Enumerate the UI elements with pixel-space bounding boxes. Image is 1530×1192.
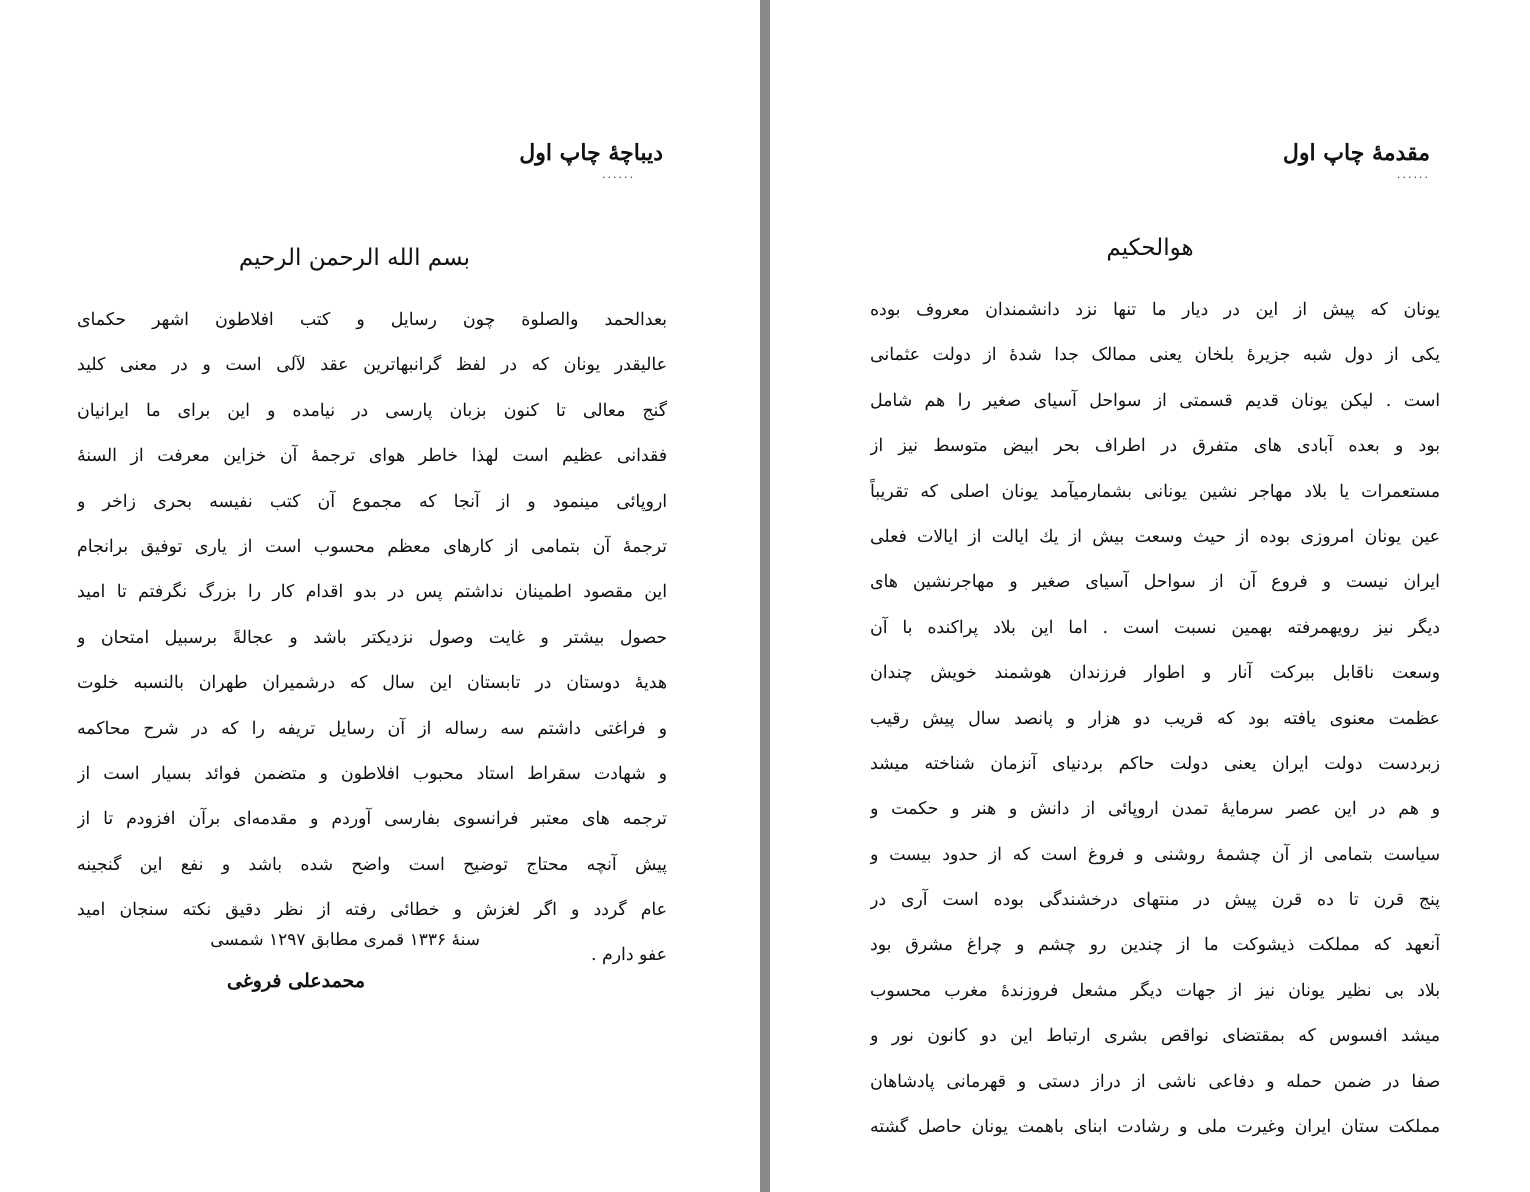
text-line: و هم در این عصر سرمایهٔ تمدن اروپائی از دانش و هنر و حکمت و xyxy=(870,799,1440,820)
text-line: آنعهد که مملکت ذیشوکت ما از چندین رو چشم و چراغ مشرق بود xyxy=(870,935,1440,956)
text-line: عفو دارم . xyxy=(590,945,667,966)
page-title: مقدمهٔ چاپ اول xyxy=(1282,140,1430,166)
text-line: مستعمرات یا بلاد مهاجر نشین یونانی بشمارمیآمد یونان اصلی که تقریباً xyxy=(870,481,1440,502)
text-line: عام گردد و اگر لغزش و خطائی رفته از نظر دقیق نکته سنجان امید xyxy=(77,900,667,921)
text-line: این مقصود اطمینان نداشتم پس در بدو اقدام کار را بزرگ نگرفتم تا امید xyxy=(77,582,667,603)
page-title: دیباچهٔ چاپ اول xyxy=(519,140,663,166)
preface-text xyxy=(77,298,667,979)
text-line: و فراغتی داشتم سه رساله از آن رسایل تریفه را که در شرح محاکمه xyxy=(77,718,667,739)
text-line: هدیهٔ دوستان در تابستان این سال که درشمیران طهران بالنسبه خلوت xyxy=(77,673,667,694)
text-line: یکی از دول شبه جزیرهٔ بلخان یعنی ممالک جدا شدهٔ از دولت عثمانی xyxy=(870,345,1440,366)
introduction-text xyxy=(870,288,1440,1150)
title-underline-dots: ...... xyxy=(602,168,635,181)
text-line: مملکت ستان ایران وغیرت ملی و رشادت ابنای باهمت یونان حاصل گشته xyxy=(870,1117,1440,1138)
text-line: سیاست بتمامی از آن چشمهٔ روشنی و فروغ است که از حدود بیست و xyxy=(870,844,1440,865)
text-line: بعدالحمد والصلوة چون رسایل و کتب افلاطون اشهر حکمای xyxy=(77,310,667,330)
author-signature: محمدعلی فروغی xyxy=(227,970,365,992)
right-page xyxy=(770,0,1530,1192)
text-line: زبردست دولت ایران یعنی دولت حاکم بردنیای آنزمان شناخته میشد xyxy=(870,753,1440,774)
text-line: دیگر نیز رویهمرفته بهمین نسبت است . اما این بلاد پراکنده با آن xyxy=(870,617,1440,638)
text-line: ترجمهٔ آن بتمامی از کارهای معظم محسوب است از یاری توفیق برانجام xyxy=(77,536,667,557)
text-line: صفا در ضمن حمله و دفاعی ناشی از دراز دستی و قهرمانی پادشاهان xyxy=(870,1071,1440,1092)
book-gutter xyxy=(760,0,770,1192)
text-line: عالیقدر یونان که در لفظ گرانبهاترین عقد لآلی است و در معنی کلید xyxy=(77,355,667,376)
text-line: عین یونان امروزی بوده از حیث وسعت بیش از یك ایالت از ایالات فعلی xyxy=(870,526,1440,547)
text-line: پنج قرن تا ده قرن پیش در منتهای درخشندگی بوده است آری در xyxy=(870,890,1440,911)
text-line: یونان که پیش از این در دیار ما تنها نزد دانشمندان معروف بوده xyxy=(870,300,1440,320)
text-line: ترجمه های معتبر فرانسوی بفارسی آوردم و مقدمه‌ای برآن افزودم تا از xyxy=(77,809,667,830)
text-line: حصول بیشتر و غایت وصول نزدیکتر باشد و عجالةً برسبیل امتحان و xyxy=(77,627,667,648)
left-page xyxy=(0,0,760,1192)
date-line: سنهٔ ۱۳۳۶ قمری مطابق ۱۲۹۷ شمسی xyxy=(210,930,480,950)
text-line: است . لیکن یونان قدیم قسمتی از سواحل آسیای صغیر را هم شامل xyxy=(870,390,1440,411)
text-line: ایران نیست و فروع آن از سواحل آسیای صغیر و مهاجرنشین های xyxy=(870,572,1440,593)
text-line: گنج معالی تا کنون بزبان پارسی در نیامده و این برای ما ایرانیان xyxy=(77,400,667,421)
text-line: پیش آنچه محتاج توضیح است واضح شده باشد و نفع این گنجینه xyxy=(77,854,667,875)
text-line: فقدانی عظیم است لهذا خاطر هوای ترجمهٔ آن خزاین معرفت از السنهٔ xyxy=(77,446,667,467)
invocation-heading: هوالحکیم xyxy=(1106,235,1194,261)
text-line: وسعت ناقابل ببرکت آنار و اطوار فرزندان هوشمند خویش چندان xyxy=(870,663,1440,684)
text-line: بلاد بی نظیر یونان نیز از جهات دیگر مشعل فروزندهٔ مغرب محسوب xyxy=(870,980,1440,1001)
text-line: و شهادت سقراط استاد محبوب افلاطون و متضمن فوائد بسیار است از xyxy=(77,763,667,784)
text-line: اروپائی مینمود و از آنجا که مجموع آن کتب نفیسه بحری زاخر و xyxy=(77,491,667,512)
title-underline-dots: ...... xyxy=(1397,168,1430,181)
text-line: عظمت معنوی یافته بود که قریب دو هزار و پانصد سال پیش رقیب xyxy=(870,708,1440,729)
basmala-heading: بسم الله الرحمن الرحیم xyxy=(238,245,470,271)
text-line: بود و بعده آبادی های متفرق در اطراف بحر ابیض متوسط نیز از xyxy=(870,436,1440,457)
text-line: میشد افسوس که بمقتضای نواقص بشری ارتباط این دو کانون نور و xyxy=(870,1026,1440,1047)
